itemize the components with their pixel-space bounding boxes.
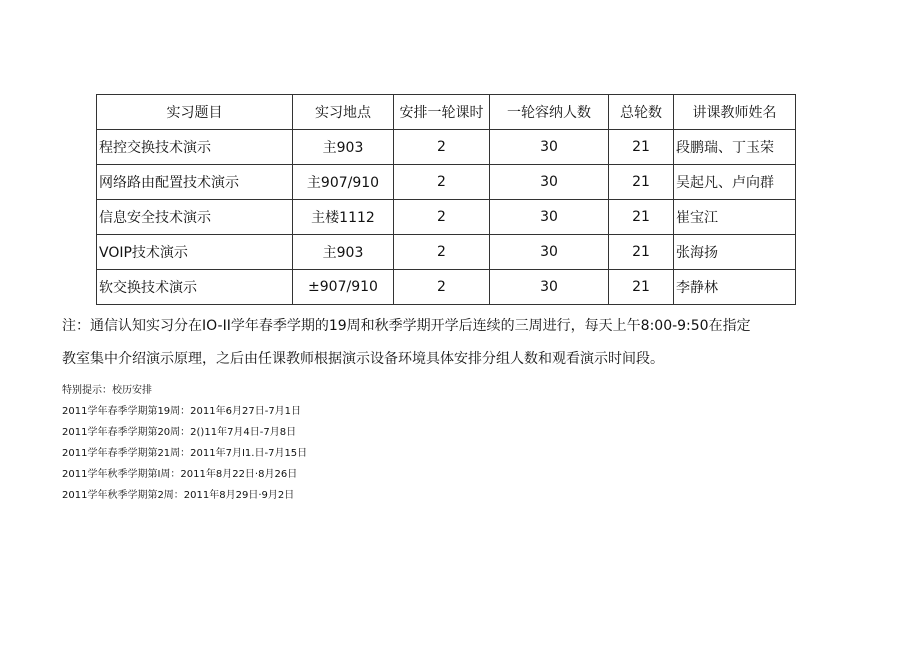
calendar-tips <box>62 380 307 506</box>
table-row <box>97 235 796 270</box>
cell-capacity: 30 <box>490 165 609 200</box>
tips-item: 2011学年春季学期第19周：2011年6月27日-7月1日 <box>62 406 302 417</box>
cell-location: 主907/910 <box>293 165 394 200</box>
cell-rounds: 21 <box>609 235 674 270</box>
cell-hours: 2 <box>394 235 490 270</box>
table-row <box>97 200 796 235</box>
cell-topic: 程控交换技术演示 <box>97 130 293 165</box>
cell-rounds: 21 <box>609 165 674 200</box>
tips-item: 2011学年秋季学期第2周：2011年8月29日·9月2日 <box>62 490 295 501</box>
cell-location: 主903 <box>293 235 394 270</box>
table-header-row <box>97 95 796 130</box>
cell-teacher: 李静林 <box>674 270 796 305</box>
header-location: 实习地点 <box>293 95 394 130</box>
tips-item: 2011学年秋季学期第I周：2011年8月22日·8月26日 <box>62 469 298 480</box>
cell-capacity: 30 <box>490 235 609 270</box>
table-row <box>97 165 796 200</box>
cell-hours: 2 <box>394 270 490 305</box>
note-line-2: 教室集中介绍演示原理，之后由任课教师根据演示设备环境具体安排分组人数和观看演示时间段。 <box>62 351 664 367</box>
table-row <box>97 130 796 165</box>
note-line-1: 注：通信认知实习分在IO-II学年春季学期的19周和秋季学期开学后连续的三周进行，每天上午8:00-9:50在指定 <box>62 318 751 334</box>
cell-location: ±907/910 <box>293 270 394 305</box>
cell-hours: 2 <box>394 200 490 235</box>
header-hours: 安排一轮课时 <box>394 95 490 130</box>
table-row <box>97 270 796 305</box>
cell-hours: 2 <box>394 165 490 200</box>
cell-hours: 2 <box>394 130 490 165</box>
header-teacher: 讲课教师姓名 <box>674 95 796 130</box>
cell-location: 主楼1112 <box>293 200 394 235</box>
cell-topic: 信息安全技术演示 <box>97 200 293 235</box>
cell-teacher: 张海扬 <box>674 235 796 270</box>
cell-capacity: 30 <box>490 200 609 235</box>
cell-teacher: 吴起凡、卢向群 <box>674 165 796 200</box>
cell-teacher: 段鹏瑞、丁玉荣 <box>674 130 796 165</box>
cell-rounds: 21 <box>609 270 674 305</box>
cell-topic: 网络路由配置技术演示 <box>97 165 293 200</box>
tips-title: 特别提示：校历安排 <box>62 385 152 396</box>
cell-location: 主903 <box>293 130 394 165</box>
header-capacity: 一轮容纳人数 <box>490 95 609 130</box>
cell-topic: 软交换技术演示 <box>97 270 293 305</box>
cell-teacher: 崔宝江 <box>674 200 796 235</box>
tips-item: 2011学年春季学期第21周：2011年7月I1.日-7月15日 <box>62 448 308 459</box>
cell-rounds: 21 <box>609 130 674 165</box>
cell-topic: VOIP技术演示 <box>97 235 293 270</box>
cell-capacity: 30 <box>490 130 609 165</box>
header-rounds: 总轮数 <box>609 95 674 130</box>
internship-schedule-table <box>96 94 796 305</box>
cell-capacity: 30 <box>490 270 609 305</box>
cell-rounds: 21 <box>609 200 674 235</box>
tips-item: 2011学年春季学期第20周：2()11年7月4日-7月8日 <box>62 427 297 438</box>
header-topic: 实习题目 <box>97 95 293 130</box>
